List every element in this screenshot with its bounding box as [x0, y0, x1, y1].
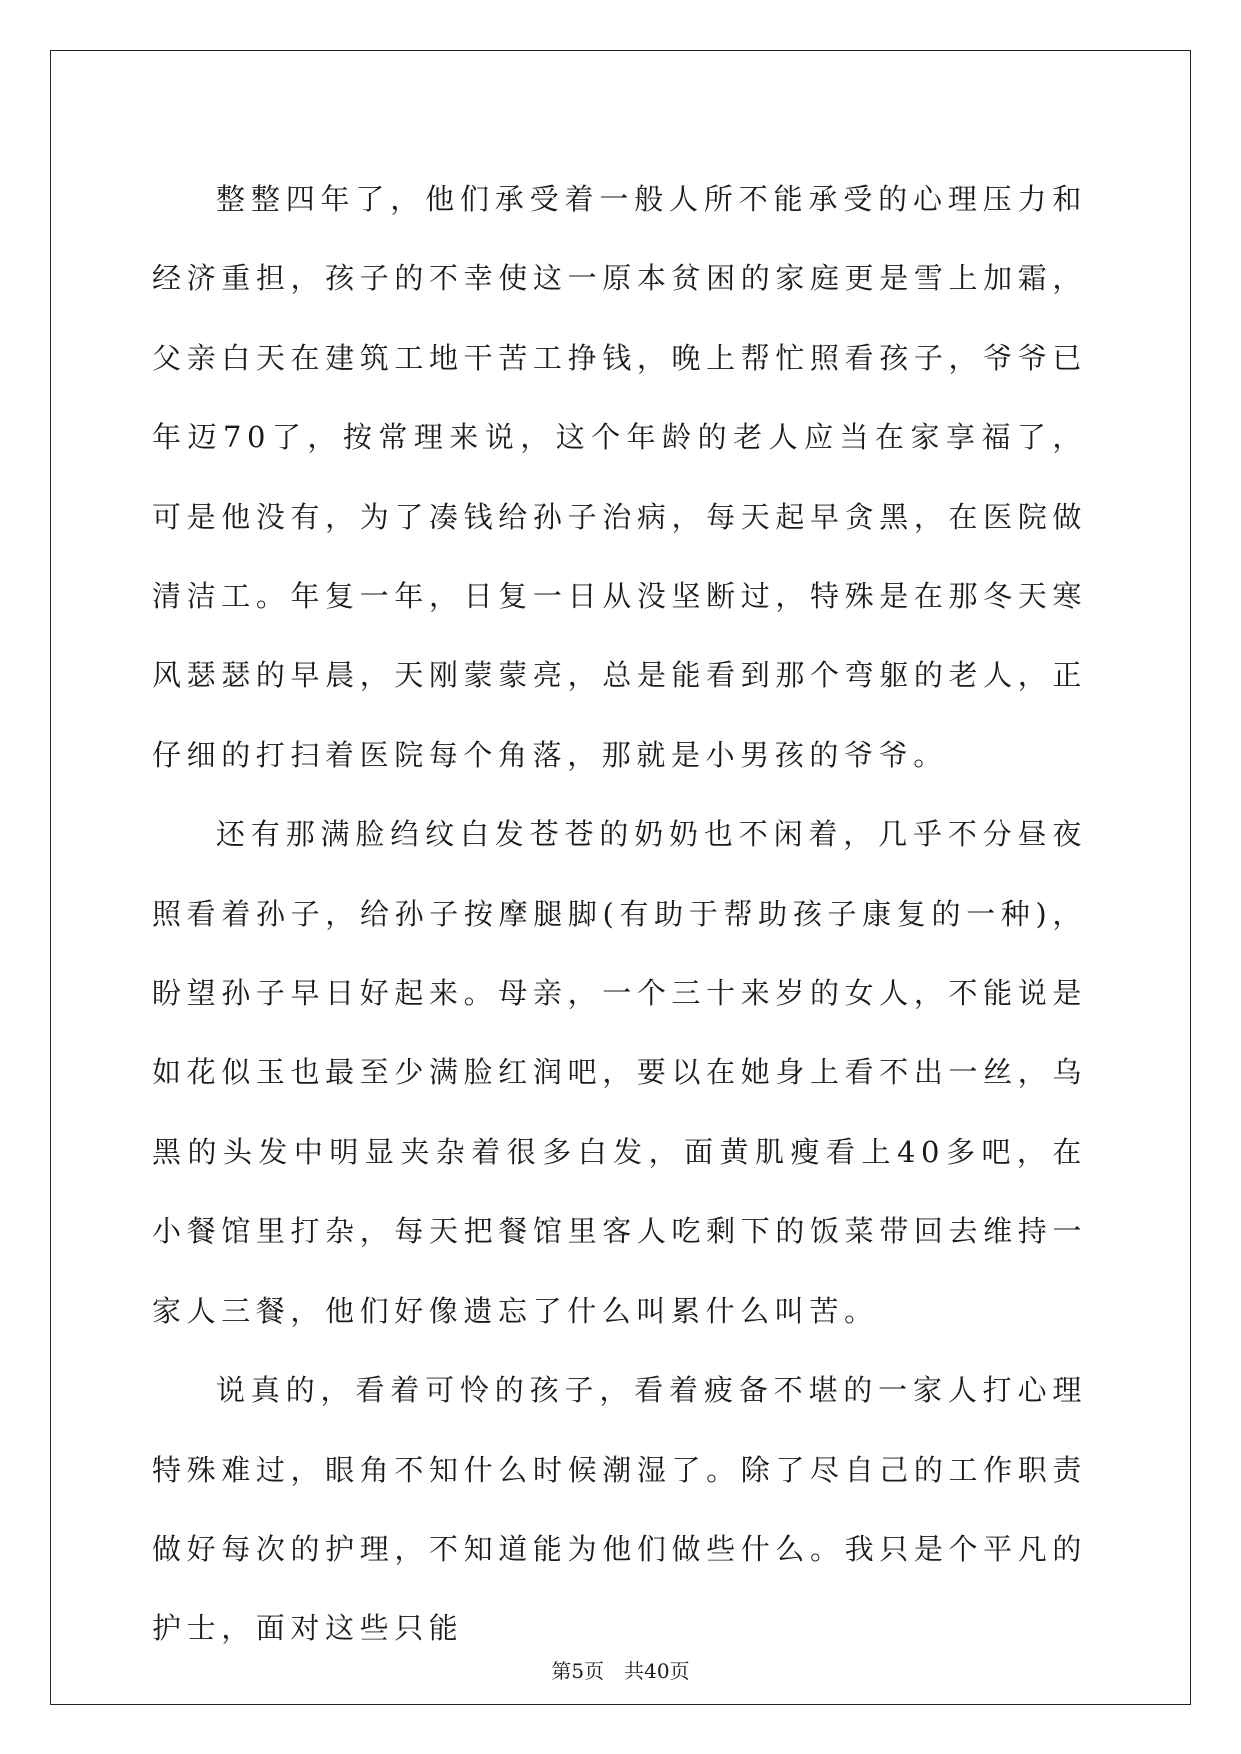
paragraph-3: 说真的，看着可怜的孩子，看着疲备不堪的一家人打心理特殊难过，眼角不知什么时候潮湿了。除了尽自己的工作职责做好每次的护理，不知道能为他们做些什么。我只是个平凡的护士，面对这些只能: [152, 1373, 1087, 1646]
page-number: 第5页: [551, 1659, 605, 1683]
paragraph-1: 整整四年了，他们承受着一般人所不能承受的心理压力和经济重担，孩子的不幸使这一原本贫困的家庭更是雪上加霜，父亲白天在建筑工地干苦工挣钱，晚上帮忙照看孩子，爷爷已年迈70了，按常理来说，这个年龄的老人应当在家享福了，可是他没有，为了凑钱给孙子治病，每天起早贪黑，在医院做清洁工。年复一年，日复一日从没坚断过，特殊是在那冬天寒风瑟瑟的早晨，天刚蒙蒙亮，总是能看到那个弯躯的老人，正仔细的打扫着医院每个角落，那就是小男孩的爷爷。: [152, 182, 1087, 772]
page-total: 共40页: [624, 1659, 690, 1683]
page-footer: [0, 1655, 1241, 1684]
document-body: [152, 160, 1087, 1669]
paragraph-2: 还有那满脸绉纹白发苍苍的奶奶也不闲着，几乎不分昼夜照看着孙子，给孙子按摩腿脚(有助于帮助孩子康复的一种)，盼望孙子早日好起来。母亲，一个三十来岁的女人，不能说是如花似玉也最至少满脸红润吧，要以在她身上看不出一丝，乌黑的头发中明显夹杂着很多白发，面黄肌瘦看上40多吧，在小餐馆里打杂，每天把餐馆里客人吃剩下的饭菜带回去维持一家人三餐，他们好像遗忘了什么叫累什么叫苦。: [152, 817, 1087, 1328]
